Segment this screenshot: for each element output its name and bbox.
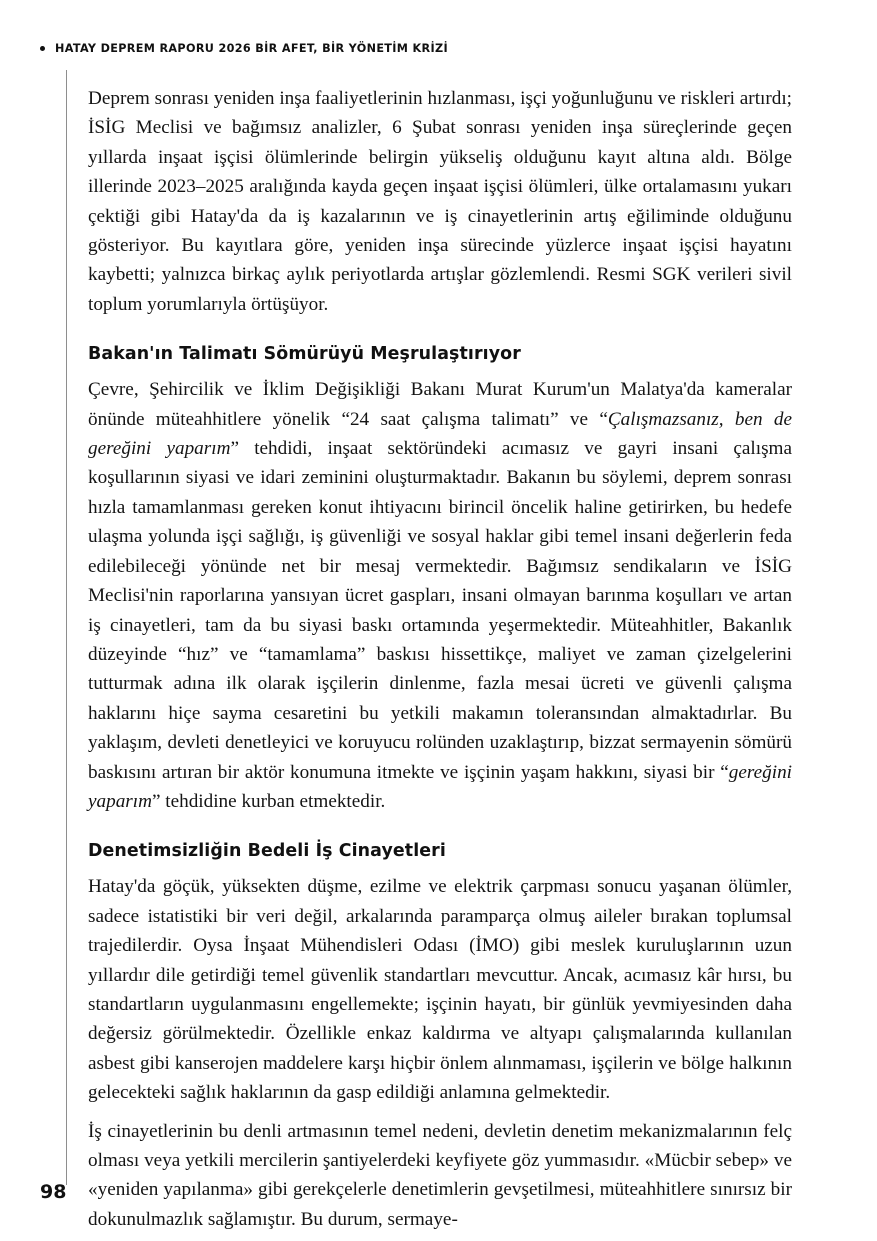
page-number: 98 bbox=[40, 1181, 67, 1203]
vertical-rule-divider bbox=[66, 70, 67, 1185]
paragraph-2-part-2: ” tehdidi, inşaat sektöründeki acımasız ve gayri insani çalışma koşullarının siyasi ve idari zeminini oluşturmaktadır. Bakanın bu söylemi, deprem sonrası hızla tamamlanması gereken konut ihtiyacını birincil öncelik haline getirirken, bu hedefe ulaşma yolunda işçi sağlığı, iş güvenliği ve sosyal haklar gibi temel insani değerlerin feda edilebileceği yönünde net bir mesaj vermektedir. Bağımsız sendikaların ve İSİG Meclisi'nin raporlarına yansıyan ücret gaspları, insani olmayan barınma koşulları ve artan iş cinayetleri, tam da bu siyasi baskı ortamında yeşermektedir. Müteahhitler, Bakanlık düzeyinde “hız” ve “tamamlama” baskısı hissettikçe, maliyet ve zaman çizelgelerini tutturmak adına ilk olarak işçilerin dinlenme, fazla mesai ücreti ve güvenli çalışma haklarını hiçe sayma cesaretini bu yetkili makamın toleransından almaktadırlar. Bu yaklaşım, devleti denetleyici ve koruyucu rolünden uzaklaştırıp, bizzat sermayenin sömürü baskısını artıran bir aktör konumuna itmekte ve işçinin yaşam hakkını, siyasi bir “ bbox=[88, 438, 792, 783]
running-head bbox=[36, 40, 817, 56]
running-head-text: HATAY DEPREM RAPORU 2026 BİR AFET, BİR YÖNETİM KRİZİ bbox=[55, 41, 448, 55]
section-heading-2: Denetimsizliğin Bedeli İş Cinayetleri bbox=[88, 841, 446, 862]
paragraph-4: İş cinayetlerinin bu denli artmasının temel nedeni, devletin denetim mekanizmalarının felç olması veya yetkili mercilerin şantiyelerdeki keyfiyete göz yummasıdır. «Mücbir sebep» ve «yeniden yapılanma» gibi gerekçelerle denetimlerin gevşetilmesi, müteahhitlere sınırsız bir dokunulmazlık sağlamıştır. Bu durum, sermaye- bbox=[88, 1120, 792, 1230]
paragraph-2-part-1: Çevre, Şehircilik ve İklim Değişikliği Bakanı Murat Kurum'un Malatya'da kameralar önünde müteahhitlere yönelik “24 saat çalışma talimatı” ve “ bbox=[88, 379, 792, 430]
paragraph-2 bbox=[88, 375, 792, 816]
paragraph-3: Hatay'da göçük, yüksekten düşme, ezilme ve elektrik çarpması sonucu yaşanan ölümler, sadece istatistiki bir veri değil, arkalarında paramparça olmuş aileler bırakan toplumsal trajedilerdir. Oysa İnşaat Mühendisleri Odası (İMO) gibi meslek kuruluşlarının uzun yıllardır dile getirdiği temel güvenlik standartları mevcuttur. Ancak, acımasız kâr hırsı, bu standartların uygulanmasını engellemekte; işçinin hayatı, bir günlük yevmiyesinden daha değersiz görülmektedir. Özellikle enkaz kaldırma ve altyapı çalışmalarında kullanılan asbest gibi kanserojen maddelere karşı hiçbir önlem alınmaması, işçilerin ve bölge halkının gelecekteki sağlık haklarının da gasp edildiği anlamına gelmektedir. bbox=[88, 876, 792, 1104]
paragraph-1: Deprem sonrası yeniden inşa faaliyetlerinin hızlanması, işçi yoğunluğunu ve riskleri artırdı; İSİG Meclisi ve bağımsız analizler, 6 Şubat sonrası yeniden inşa süreçlerinde geçen yıllarda inşaat işçisi ölümlerinde belirgin yükseliş olduğunu kayıt altına aldı. Bölge illerinde 2023–2025 aralığında kayda geçen inşaat işçisi ölümleri, ülke ortalamasını yukarı çektiği gibi Hatay'da da iş kazalarının ve iş cinayetlerinin artış eğiliminde olduğunu gösteriyor. Bu kayıtlara göre, yeniden inşa sürecinde yüzlerce inşaat işçisi hayatını kaybetti; yalnızca birkaç aylık periyotlarda artışlar gözlemlendi. Resmi SGK verileri sivil toplum yorumlarıyla örtüşüyor. bbox=[88, 88, 792, 315]
paragraph-2-part-3: ” tehdidine kurban etmektedir. bbox=[151, 790, 386, 812]
section-heading-1: Bakan'ın Talimatı Sömürüyü Meşrulaştırıyor bbox=[88, 344, 521, 365]
text-column bbox=[88, 84, 792, 1234]
paragraph-2-quote-2: gereğini yaparım bbox=[88, 761, 792, 812]
bullet-dot-icon bbox=[40, 46, 45, 51]
paragraph-2-quote-1: Çalışmazsanız, ben de gereğini yaparım bbox=[88, 408, 792, 460]
